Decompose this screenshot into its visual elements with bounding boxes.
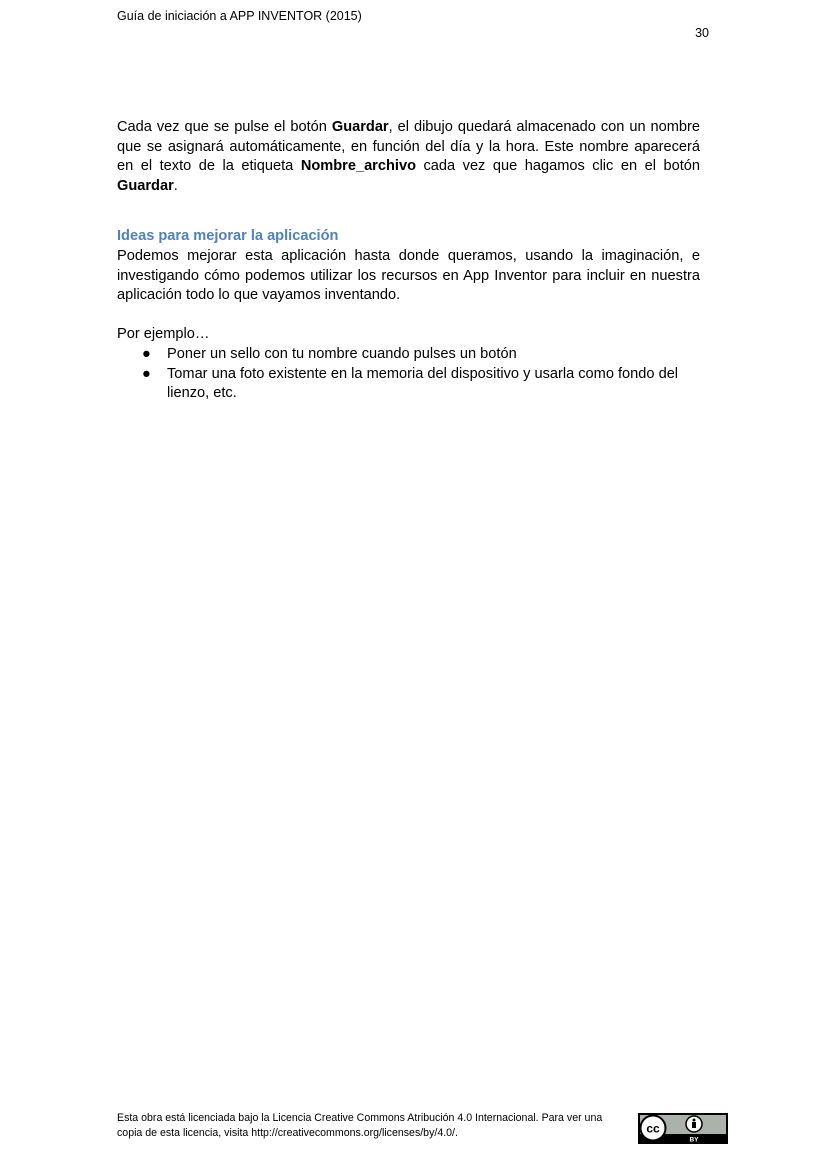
paragraph-text: . xyxy=(173,177,178,194)
paragraph-ideas: Podemos mejorar esta aplicación hasta donde queramos, usando la imaginación, e investigando cómo podemos utilizar los recursos en App Inventor para incluir en nuestra aplicación todo lo que vayamos inventando. xyxy=(117,247,700,304)
section-heading: Ideas para mejorar la aplicación xyxy=(117,228,339,245)
list-item xyxy=(117,365,700,404)
bold-term-nombre-archivo: Nombre_archivo xyxy=(300,158,416,175)
footer-license-text: Esta obra está licenciada bajo la Licencia Creative Commons Atribución 4.0 Internacional. Para ver una copia de esta licencia, visita http://creativecommons.org/licenses/by/4.0/. xyxy=(117,1112,603,1139)
list-item xyxy=(117,345,700,365)
bullet-icon: ● xyxy=(142,365,151,382)
page-number: 30 xyxy=(695,26,709,40)
header-title: Guía de iniciación a APP INVENTOR (2015) xyxy=(117,9,362,23)
page-body xyxy=(117,118,700,404)
bullet-icon: ● xyxy=(142,345,151,362)
paragraph-guardar xyxy=(117,118,700,196)
paragraph-example-intro: Por ejemplo… xyxy=(117,326,210,343)
cc-badge-label: cc xyxy=(646,1121,660,1136)
list-item-text: Poner un sello con tu nombre cuando pulses un botón xyxy=(167,345,517,362)
list-item-text: Tomar una foto existente en la memoria del dispositivo y usarla como fondo del lienzo, etc. xyxy=(167,365,679,402)
cc-by-icon[interactable] xyxy=(638,1113,728,1144)
paragraph-text: Cada vez que se pulse el botón xyxy=(117,119,332,135)
paragraph-text: , el dibujo quedará almacenado con un nombre que se asignará automáticamente, en función del día y la hora. Este nombre aparecerá en el texto de la etiqueta xyxy=(117,119,701,175)
bullet-list xyxy=(117,345,700,404)
bold-term-guardar: Guardar xyxy=(117,177,174,194)
bold-term-guardar: Guardar xyxy=(331,119,389,135)
paragraph-text: cada vez que hagamos clic en el botón xyxy=(415,158,700,175)
by-badge-label: BY xyxy=(689,1136,699,1144)
